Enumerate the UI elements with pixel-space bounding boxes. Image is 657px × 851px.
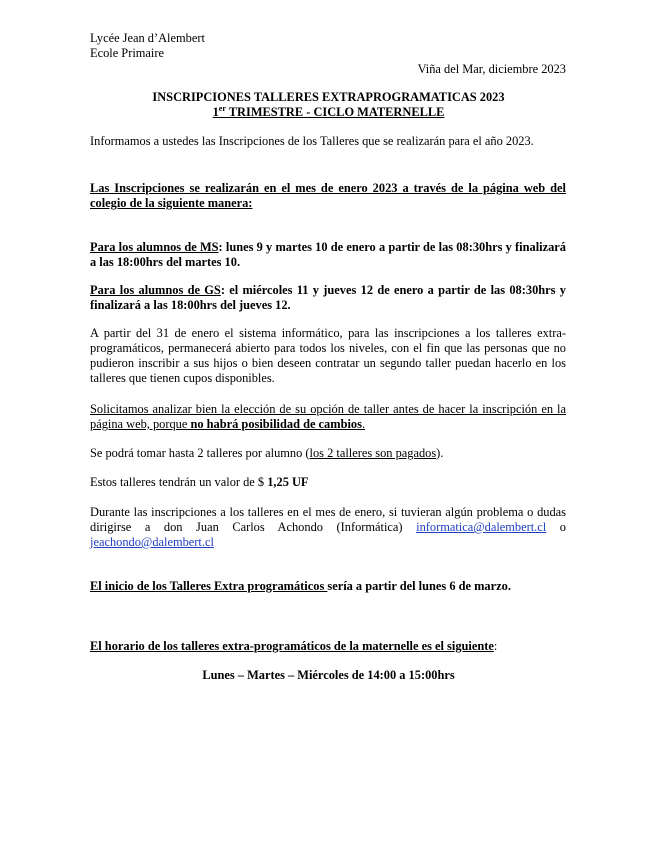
inscripciones-heading: Las Inscripciones se realizarán en el mes de enero 2023 a través de la página web del colegio de la siguiente manera: (90, 181, 566, 210)
school-name: Lycée Jean d’Alembert (90, 31, 205, 45)
sistema-paragraph: A partir del 31 de enero el sistema informático, para las inscripciones a los talleres extra-programáticos, permanecerá abierto para todos los niveles, con el fin que las personas que no pudieron inscribir a sus hijos o bien deseen contratar un segundo taller puedan hacerlo en los talleres que tienen cupos disponibles. (90, 326, 566, 385)
subtitle-number: 1 (212, 105, 219, 119)
document-subtitle (0, 105, 657, 120)
inicio-underlined: El inicio de los Talleres Extra programáticos (90, 579, 328, 593)
gs-label: Para los alumnos de GS (90, 283, 221, 297)
email-jeachondo-link[interactable]: jeachondo@dalembert.cl (90, 535, 214, 549)
gs-text: : el miércoles 11 y jueves 12 de enero a partir de las 08:30hrs y finalizará a las 18:00hrs del jueves 12. (90, 283, 566, 312)
document-title: INSCRIPCIONES TALLERES EXTRAPROGRAMATICAS 2023 (152, 90, 505, 104)
valor-text: Estos talleres tendrán un valor de $ (90, 475, 268, 489)
horario-underlined: El horario de los talleres extra-programáticos de la maternelle es el siguiente (90, 639, 494, 653)
talleres-por-alumno (90, 446, 443, 461)
inicio-rest: sería a partir del lunes 6 de marzo. (327, 579, 511, 593)
contacto-sep: o (546, 520, 566, 534)
contacto-text: Durante las inscripciones a los talleres en el mes de enero, si tuvieran algún problema o dudas dirigirse a don Juan Carlos Achondo (Informática) (90, 505, 566, 534)
school-division: Ecole Primaire (90, 46, 164, 60)
place-date: Viña del Mar, diciembre 2023 (417, 62, 566, 76)
valor-paragraph (90, 475, 309, 490)
solicitamos-text: Solicitamos analizar bien la elección de su opción de taller antes de hacer la inscripción en la página web, porque (90, 402, 566, 431)
gs-schedule (90, 283, 566, 313)
solicitamos-end: . (361, 417, 366, 431)
ms-text: : lunes 9 y martes 10 de enero a partir de las 08:30hrs y finalizará a las 18:00hrs del martes 10. (90, 240, 566, 269)
intro-paragraph: Informamos a ustedes las Inscripciones de los Talleres que se realizarán para el año 2023. (90, 134, 534, 148)
solicitamos-bold: no habrá posibilidad de cambios (190, 417, 362, 431)
horario-end: : (493, 639, 498, 653)
email-informatica-link[interactable]: informatica@dalembert.cl (416, 520, 547, 534)
dias-horario: Lunes – Martes – Miércoles de 14:00 a 15:00hrs (202, 668, 455, 682)
talleres-end: ). (436, 446, 444, 460)
horario-heading (90, 639, 497, 654)
subtitle-rest: TRIMESTRE - CICLO MATERNELLE (225, 105, 445, 119)
subtitle-superscript: er (218, 104, 226, 113)
inicio-paragraph (90, 579, 511, 594)
ms-label: Para los alumnos de MS (90, 240, 219, 254)
talleres-text: Se podrá tomar hasta 2 talleres por alumno ( (90, 446, 310, 460)
talleres-underlined: los 2 talleres son pagados (309, 446, 437, 460)
ms-schedule (90, 240, 566, 270)
contacto-paragraph (90, 505, 566, 550)
valor-amount: 1,25 UF (267, 475, 309, 489)
solicitamos-paragraph (90, 402, 566, 432)
